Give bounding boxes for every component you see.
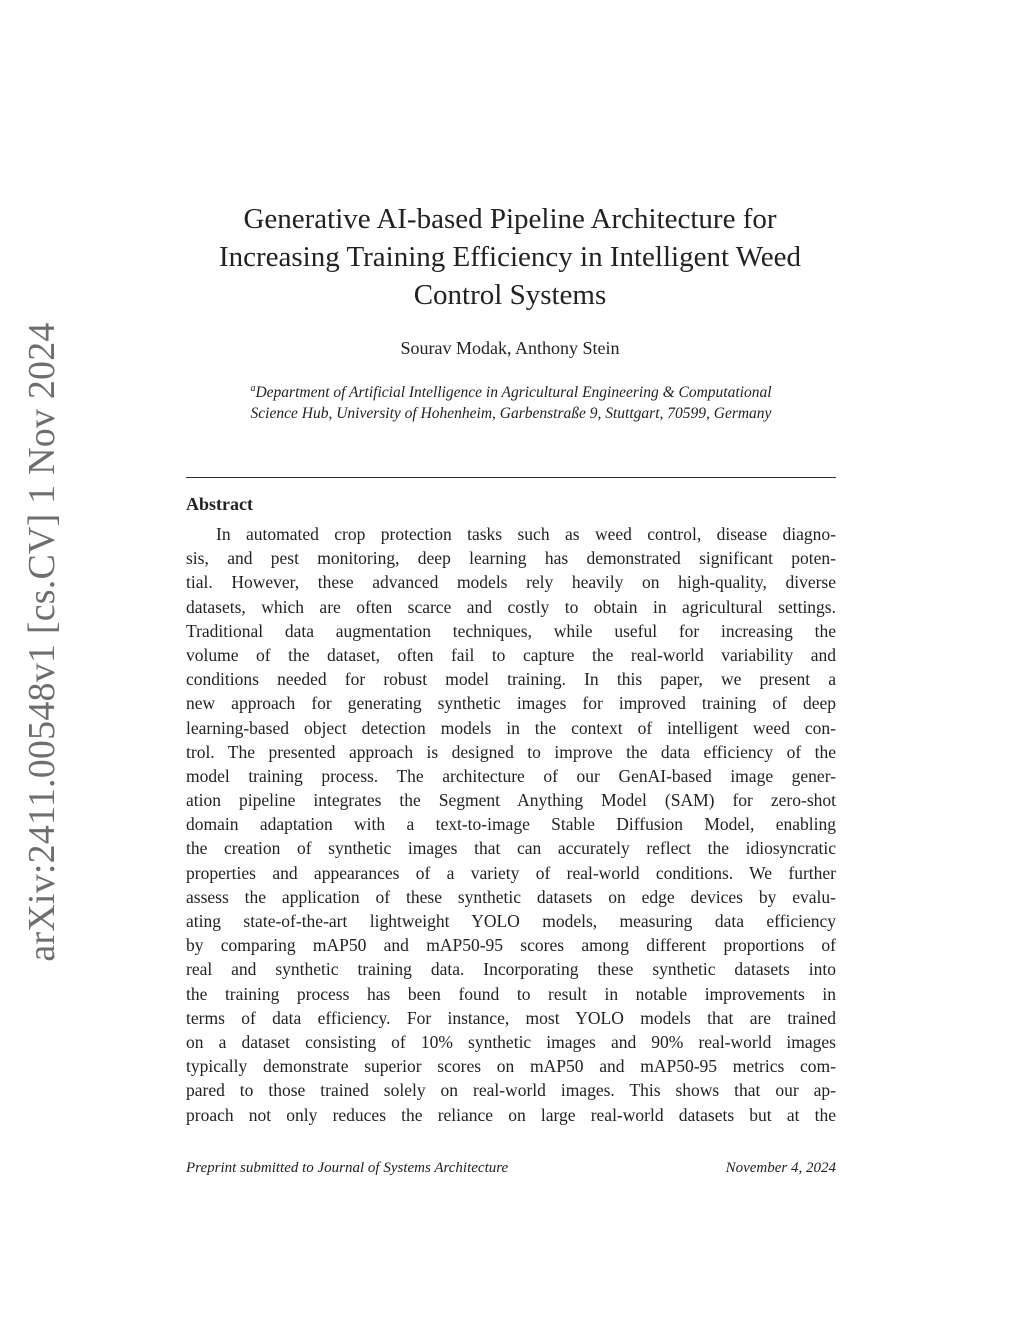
abstract-line: sis, and pest monitoring, deep learning has demonstrated significant poten- xyxy=(186,548,836,569)
abstract-line: volume of the dataset, often fail to capture the real-world variability and xyxy=(186,644,836,665)
affiliation-text-1: Department of Artificial Intelligence in Agricultural Engineering & Computational xyxy=(255,384,772,401)
abstract-body xyxy=(186,522,836,1127)
abstract-line: In automated crop protection tasks such as weed control, disease diagno- xyxy=(216,524,836,544)
abstract-line: the training process has been found to result in notable improvements in xyxy=(186,983,836,1004)
abstract-heading: Abstract xyxy=(186,494,253,514)
author-list: Sourav Modak, Anthony Stein xyxy=(400,338,620,358)
abstract-line: domain adaptation with a text-to-image Stable Diffusion Model, enabling xyxy=(186,814,836,835)
abstract-line: the creation of synthetic images that can accurately reflect the idiosyncratic xyxy=(186,838,836,859)
abstract-line: learning-based object detection models in the context of intelligent weed con- xyxy=(186,717,836,738)
abstract-line: properties and appearances of a variety of real-world conditions. We further xyxy=(186,862,836,883)
arxiv-identifier-stamp: arXiv:2411.00548v1 [cs.CV] 1 Nov 2024 xyxy=(21,322,63,962)
affiliation-marker: a xyxy=(250,383,256,394)
abstract-line: ating state-of-the-art lightweight YOLO models, measuring data efficiency xyxy=(186,911,836,931)
abstract-line: terms of data efficiency. For instance, most YOLO models that are trained xyxy=(186,1007,836,1028)
footer-journal-note: Preprint submitted to Journal of Systems Architecture xyxy=(186,1160,509,1176)
affiliation-line-2: Science Hub, University of Hohenheim, Garbenstraße 9, Stuttgart, 70599, Germany xyxy=(250,405,772,422)
title-line: Increasing Training Efficiency in Intelligent Weed xyxy=(218,241,802,273)
title-line: Control Systems xyxy=(413,279,607,311)
abstract-line: by comparing mAP50 and mAP50-95 scores among different proportions of xyxy=(186,935,836,956)
abstract-line: new approach for generating synthetic images for improved training of deep xyxy=(186,693,836,714)
abstract-line: tial. However, these advanced models rely heavily on high-quality, diverse xyxy=(186,572,836,593)
paper-title xyxy=(200,200,820,314)
footer-date: November 4, 2024 xyxy=(725,1160,836,1176)
abstract-line: Traditional data augmentation techniques, while useful for increasing the xyxy=(186,620,836,641)
abstract-line: trol. The presented approach is designed to improve the data efficiency of the xyxy=(186,741,836,762)
abstract-line: proach not only reduces the reliance on large real-world datasets but at the xyxy=(186,1104,836,1125)
abstract-line: assess the application of these synthetic datasets on edge devices by evalu- xyxy=(186,886,836,907)
abstract-line: on a dataset consisting of 10% synthetic images and 90% real-world images xyxy=(186,1031,836,1052)
abstract-line: pared to those trained solely on real-world images. This shows that our ap- xyxy=(186,1080,836,1101)
abstract-line: typically demonstrate superior scores on mAP50 and mAP50-95 metrics com- xyxy=(186,1056,836,1077)
affiliation-line-1 xyxy=(186,378,836,403)
title-line: Generative AI-based Pipeline Architecture for xyxy=(243,203,777,235)
abstract-line: model training process. The architecture of our GenAI-based image gener- xyxy=(186,765,836,786)
abstract-divider xyxy=(186,477,836,478)
affiliation xyxy=(186,378,836,424)
abstract-line: real and synthetic training data. Incorporating these synthetic datasets into xyxy=(186,959,836,980)
abstract-line: datasets, which are often scarce and costly to obtain in agricultural settings. xyxy=(186,596,836,617)
abstract-line: ation pipeline integrates the Segment Anything Model (SAM) for zero-shot xyxy=(186,790,836,811)
abstract-line: conditions needed for robust model training. In this paper, we present a xyxy=(186,669,836,690)
